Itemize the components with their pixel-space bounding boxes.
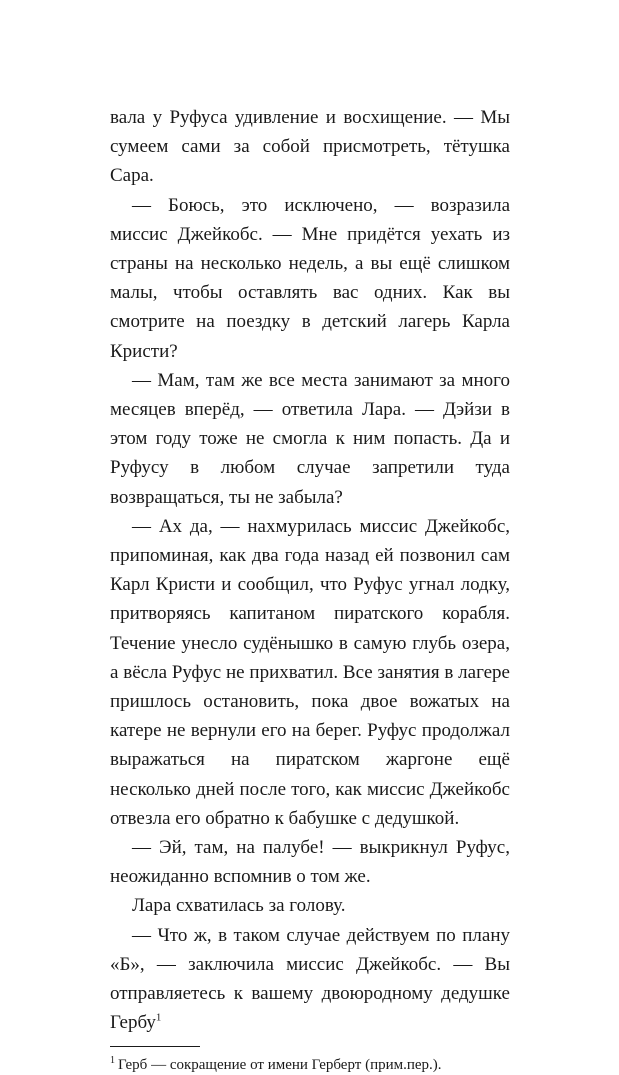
paragraph-2: — Боюсь, это исключено, — возразила миссис Джейкобс. — Мне придётся уехать из страны на несколько недель, а вы ещё слишком малы, чтобы оставлять вас одних. Как вы смотрите на поездку в детский лагерь Карла Кристи?: [110, 194, 510, 362]
paragraph-3: — Мам, там же все места занимают за много месяцев вперёд, — ответила Лара. — Дэйзи в этом году тоже не смогла к ним попасть. Да и Руфусу в любом случае запретили туда возвращаться, ты не забыла?: [110, 369, 510, 508]
footnote: [110, 1055, 510, 1075]
paragraph-1: вала у Руфуса удивление и восхищение. — Мы сумеем сами за собой присмотреть, тётушка Сара.: [110, 107, 510, 187]
paragraph-6: Лара схватилась за голову.: [132, 895, 346, 917]
footnote-text: Герб — сокращение от имени Герберт (прим.пер.).: [118, 1056, 442, 1073]
paragraph-7: [110, 921, 510, 1038]
page-body: [110, 103, 510, 1075]
paragraph-7-text: — Что ж, в таком случае действуем по плану «Б», — заключила миссис Джейкобс. — Вы отправляетесь к вашему двоюродному дедушке Гербу: [110, 924, 510, 1034]
paragraph-4: — Ах да, — нахмурилась миссис Джейкобс, припоминая, как два года назад ей позвонил сам Карл Кристи и сообщил, что Руфус угнал лодку, притворяясь капитаном пиратского корабля. Течение унесло судёнышко в самую глубь озера, а вёсла Руфус не прихватил. Все занятия в лагере пришлось остановить, пока двое вожатых на катере не вернули его на берег. Руфус продолжал выражаться на пиратском жаргоне ещё несколько дней после того, как миссис Джейкобс отвезла его обратно к бабушке с дедушкой.: [110, 515, 510, 829]
footnote-number: 1: [110, 1054, 115, 1066]
paragraph-5: — Эй, там, на палубе! — выкрикнул Руфус, неожиданно вспомнив о том же.: [110, 837, 510, 888]
footnote-reference: 1: [155, 1011, 162, 1024]
footnote-divider: [110, 1046, 200, 1047]
